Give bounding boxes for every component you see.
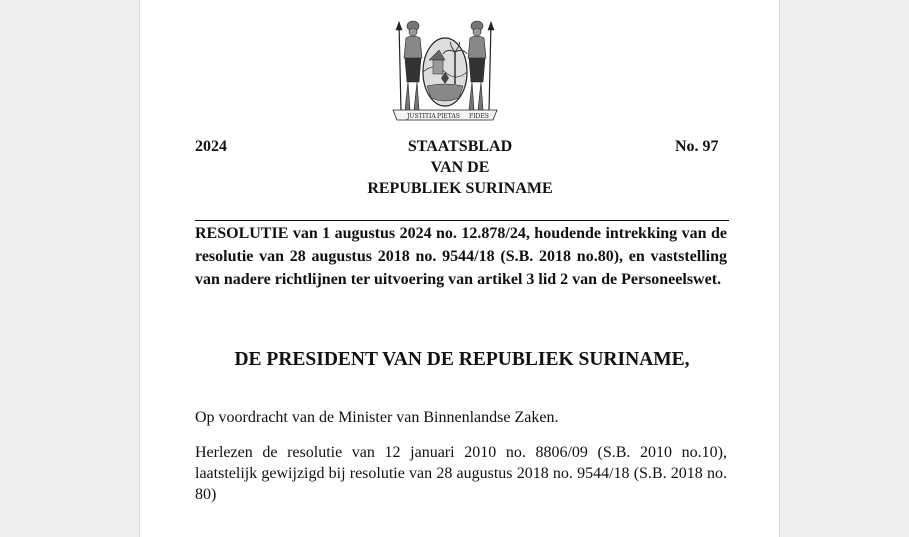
coat-of-arms-emblem <box>389 12 501 124</box>
motto-center: PIETAS <box>437 113 460 120</box>
gazette-title-line3: REPUBLIEK SURINAME <box>367 180 553 197</box>
paragraph-herlezen: Herlezen de resolutie van 12 januari 2010 no. 8806/09 (S.B. 2010 no.10), laatstelijk gewijzigd bij resolutie van 28 augustus 2018 no. 9544/18 (S.B. 2018 no. 80) <box>195 444 727 503</box>
president-heading: DE PRESIDENT VAN DE REPUBLIEK SURINAME, <box>234 349 690 370</box>
paragraph-voordracht: Op voordracht van de Minister van Binnenlandse Zaken. <box>195 409 559 426</box>
gazette-year: 2024 <box>195 138 227 155</box>
resolution-title: RESOLUTIE van 1 augustus 2024 no. 12.878/24, houdende intrekking van de resolutie van 28 augustus 2018 no. 9544/18 (S.B. 2018 no.80), en vaststelling van nadere richtlijnen ter uitvoering van artikel 3 lid 2 van de Personeelswet. <box>195 225 727 288</box>
gazette-title <box>300 136 620 199</box>
gazette-title-line1: STAATSBLAD <box>407 138 513 155</box>
gazette-title-line2: VAN DE <box>430 159 490 176</box>
gazette-number: No. 97 <box>675 138 719 155</box>
divider-line <box>195 220 729 221</box>
motto-right: FIDES <box>469 113 489 120</box>
motto-left: JUSTITIA <box>407 113 436 120</box>
